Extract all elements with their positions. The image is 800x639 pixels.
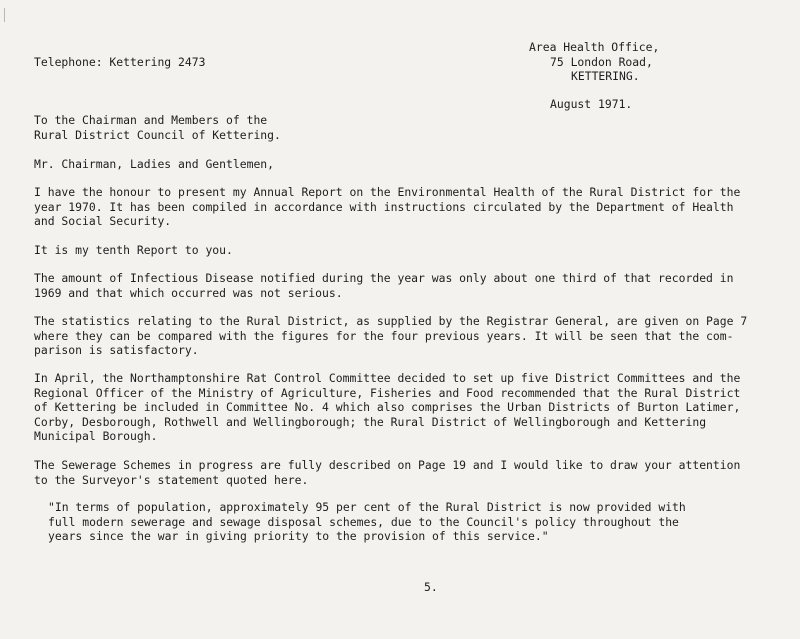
letter-date: August 1971. [550,97,633,111]
paragraph-sewerage [34,458,786,487]
paragraph-line: of Kettering be included in Committee No. 4 which also comprises the Urban Districts of Burton Latimer, [34,400,741,415]
paragraph-line: Regional Officer of the Ministry of Agriculture, Fisheries and Food recommended that the Rural District [34,385,741,400]
paragraph-statistics [34,314,786,358]
paragraph-line: The statistics relating to the Rural District, as supplied by the Registrar General, are given on Page 7 [34,314,748,328]
paragraph-line: where they can be compared with the figures for the four previous years. It will be seen that the com- [34,328,734,343]
paragraph-line: to the Surveyor's statement quoted here. [34,472,309,487]
salutation: Mr. Chairman, Ladies and Gentlemen, [34,157,275,171]
paragraph-infectious-disease [34,271,786,300]
telephone-line: Telephone: Kettering 2473 [34,55,206,69]
paragraph-line: It is my tenth Report to you. [34,243,233,257]
quotation-line: "In terms of population, approximately 95 per cent of the Rural District is now provided with [48,500,686,514]
paragraph-line: In April, the Northamptonshire Rat Control Committee decided to set up five District Committees and the [34,371,741,385]
paragraph-line: 1969 and that which occurred was not serious. [34,285,343,300]
paragraph-line: parison is satisfactory. [34,343,199,358]
paragraph-line: year 1970. It has been compiled in accordance with instructions circulated by the Department of Health [34,199,734,214]
page-number: 5. [424,580,438,594]
paragraph-line: The amount of Infectious Disease notified during the year was only about one third of that recorded in [34,271,734,285]
paragraph-line: Municipal Borough. [34,429,158,444]
addressee-line-2: Rural District Council of Kettering. [34,128,281,142]
office-name: Area Health Office, [529,40,660,54]
surveyor-quotation [48,500,778,544]
paragraph-introduction [34,185,786,229]
paragraph-line: Corby, Desborough, Rothwell and Wellingborough; the Rural District of Wellingborough and Kettering [34,414,707,429]
paragraph-rat-control [34,371,786,444]
addressee-line-1: To the Chairman and Members of the [34,113,268,127]
quotation-line: full modern sewerage and sewage disposal schemes, due to the Council's policy throughout the [48,514,679,529]
office-road: 75 London Road, [550,55,653,69]
paragraph-tenth-report [34,243,786,258]
quotation-line: years since the war in giving priority to the provision of this service." [48,529,549,544]
paragraph-line: and Social Security. [34,214,172,229]
paragraph-line: I have the honour to present my Annual Report on the Environmental Health of the Rural District for the [34,185,741,199]
paragraph-line: The Sewerage Schemes in progress are fully described on Page 19 and I would like to draw your attention [34,458,741,472]
office-town: KETTERING. [571,69,640,83]
margin-mark [4,8,5,22]
